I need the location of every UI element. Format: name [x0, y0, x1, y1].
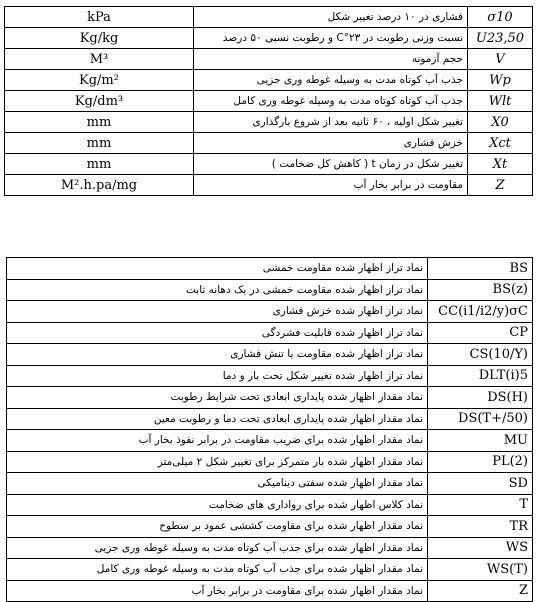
table-row: [5, 154, 533, 175]
symbol-cell: σ10: [468, 7, 533, 28]
unit-cell: M³: [5, 49, 194, 70]
table-row: [7, 365, 533, 387]
unit-cell: mm: [5, 133, 194, 154]
table-row: [5, 28, 533, 49]
description-cell: خزش فشاری: [194, 133, 468, 154]
description-cell: نماد کلاس اظهار شده برای رواداری های ضخامت: [7, 494, 428, 516]
table-row: [7, 387, 533, 409]
unit-cell: kPa: [5, 7, 194, 28]
abbreviations-table: [6, 257, 533, 602]
table-row: [5, 112, 533, 133]
description-cell: حجم آزمونه: [194, 49, 468, 70]
description-cell: جذب آب کوتاه مدت به وسیله غوطه وری جزیی: [194, 70, 468, 91]
description-cell: نماد مقدار اظهار شده برای جذب آب کوتاه مدت به وسیله غوطه وری کامل: [7, 559, 428, 581]
description-cell: نماد مقدار اظهار شده برای ضریب مقاومت در برابر نفوذ بخار آب: [7, 430, 428, 452]
unit-cell: Kg/m²: [5, 70, 194, 91]
description-cell: نماد تراز اظهار شده قابلیت فشردگی: [7, 322, 428, 344]
abbreviation-cell: Z: [428, 580, 533, 602]
symbol-cell: Wp: [468, 70, 533, 91]
description-cell: نسبت وزنی رطوبت در ۲۳°C و رطوبت نسبی ۵۰ درصد: [194, 28, 468, 49]
table-row: [7, 537, 533, 559]
table-row: [7, 516, 533, 538]
unit-cell: mm: [5, 154, 194, 175]
abbreviation-cell: MU: [428, 430, 533, 452]
table-row: [5, 91, 533, 112]
table-row: [7, 430, 533, 452]
description-cell: نماد تراز اظهار شده مقاومت یا تنش فشاری: [7, 344, 428, 366]
description-cell: نماد تراز اظهار شده خزش فشاری: [7, 301, 428, 323]
table-row: [7, 322, 533, 344]
table-row: [7, 301, 533, 323]
abbreviation-cell: DLT(i)5: [428, 365, 533, 387]
description-cell: نماد تراز اظهار شده تغییر شکل تحت بار و دما: [7, 365, 428, 387]
abbreviation-cell: BS(z): [428, 279, 533, 301]
description-cell: نماد مقدار اظهار شده برای مقاومت کششی عمود بر سطوح: [7, 516, 428, 538]
table-row: [5, 133, 533, 154]
unit-cell: Kg/kg: [5, 28, 194, 49]
units-table: [4, 6, 533, 196]
symbol-cell: U23,50: [468, 28, 533, 49]
unit-cell: Kg/dm³: [5, 91, 194, 112]
abbreviation-cell: CC(i1/i2/y)σC: [428, 301, 533, 323]
table-row: [7, 559, 533, 581]
abbreviation-cell: CS(10/Y): [428, 344, 533, 366]
abbreviation-cell: CP: [428, 322, 533, 344]
abbreviation-cell: SD: [428, 473, 533, 495]
description-cell: نماد تراز اظهار شده مقاومت خمشی: [7, 258, 428, 280]
table-row: [5, 175, 533, 196]
description-cell: تغییر شکل اولیه ، ۶۰ ثانیه بعد از شروع بارگذاری: [194, 112, 468, 133]
description-cell: فشاری در ۱۰ درصد تغییر شکل: [194, 7, 468, 28]
abbreviation-cell: T: [428, 494, 533, 516]
unit-cell: mm: [5, 112, 194, 133]
table-row: [7, 408, 533, 430]
description-cell: جذب آب کوتاه کوتاه مدت به وسیله غوطه وری کامل: [194, 91, 468, 112]
description-cell: نماد مقدار اظهار شده برای مقاومت در برابر بخار آب: [7, 580, 428, 602]
table-row: [5, 70, 533, 91]
description-cell: تغییر شکل در زمان t ( کاهش کل ضخامت ): [194, 154, 468, 175]
table-row: [7, 473, 533, 495]
description-cell: مقاومت در برابر بخار آب: [194, 175, 468, 196]
table-row: [7, 580, 533, 602]
unit-cell: M².h.pa/mg: [5, 175, 194, 196]
symbol-cell: Z: [468, 175, 533, 196]
symbol-cell: V: [468, 49, 533, 70]
description-cell: نماد مقدار اظهار شده سفتی دینامیکی: [7, 473, 428, 495]
table-row: [7, 494, 533, 516]
abbreviation-cell: WS(T): [428, 559, 533, 581]
description-cell: نماد مقدار اظهار شده پایداری ابعادی تحت شرایط رطوبت: [7, 387, 428, 409]
description-cell: نماد تراز اظهار شده مقاومت خمشی در یک دهانه ثابت: [7, 279, 428, 301]
abbreviation-cell: WS: [428, 537, 533, 559]
table-row: [7, 344, 533, 366]
description-cell: نماد مقدار اظهار شده بار متمرکز برای تغییر شکل ۲ میلی‌متر: [7, 451, 428, 473]
description-cell: نماد مقدار اظهار شده برای جذب آب کوتاه مدت به وسیله غوطه وری جزیی: [7, 537, 428, 559]
abbreviation-cell: PL(2): [428, 451, 533, 473]
symbol-cell: Xct: [468, 133, 533, 154]
table-row: [7, 258, 533, 280]
abbreviation-cell: BS: [428, 258, 533, 280]
table-row: [5, 7, 533, 28]
description-cell: نماد مقدار اظهار شده پایداری ابعادی تحت دما و رطوبت معین: [7, 408, 428, 430]
table-row: [7, 279, 533, 301]
symbol-cell: Xt: [468, 154, 533, 175]
table-row: [7, 451, 533, 473]
symbol-cell: X0: [468, 112, 533, 133]
symbol-cell: Wlt: [468, 91, 533, 112]
abbreviation-cell: DS(H): [428, 387, 533, 409]
table-row: [5, 49, 533, 70]
abbreviation-cell: DS(T+/50): [428, 408, 533, 430]
abbreviation-cell: TR: [428, 516, 533, 538]
